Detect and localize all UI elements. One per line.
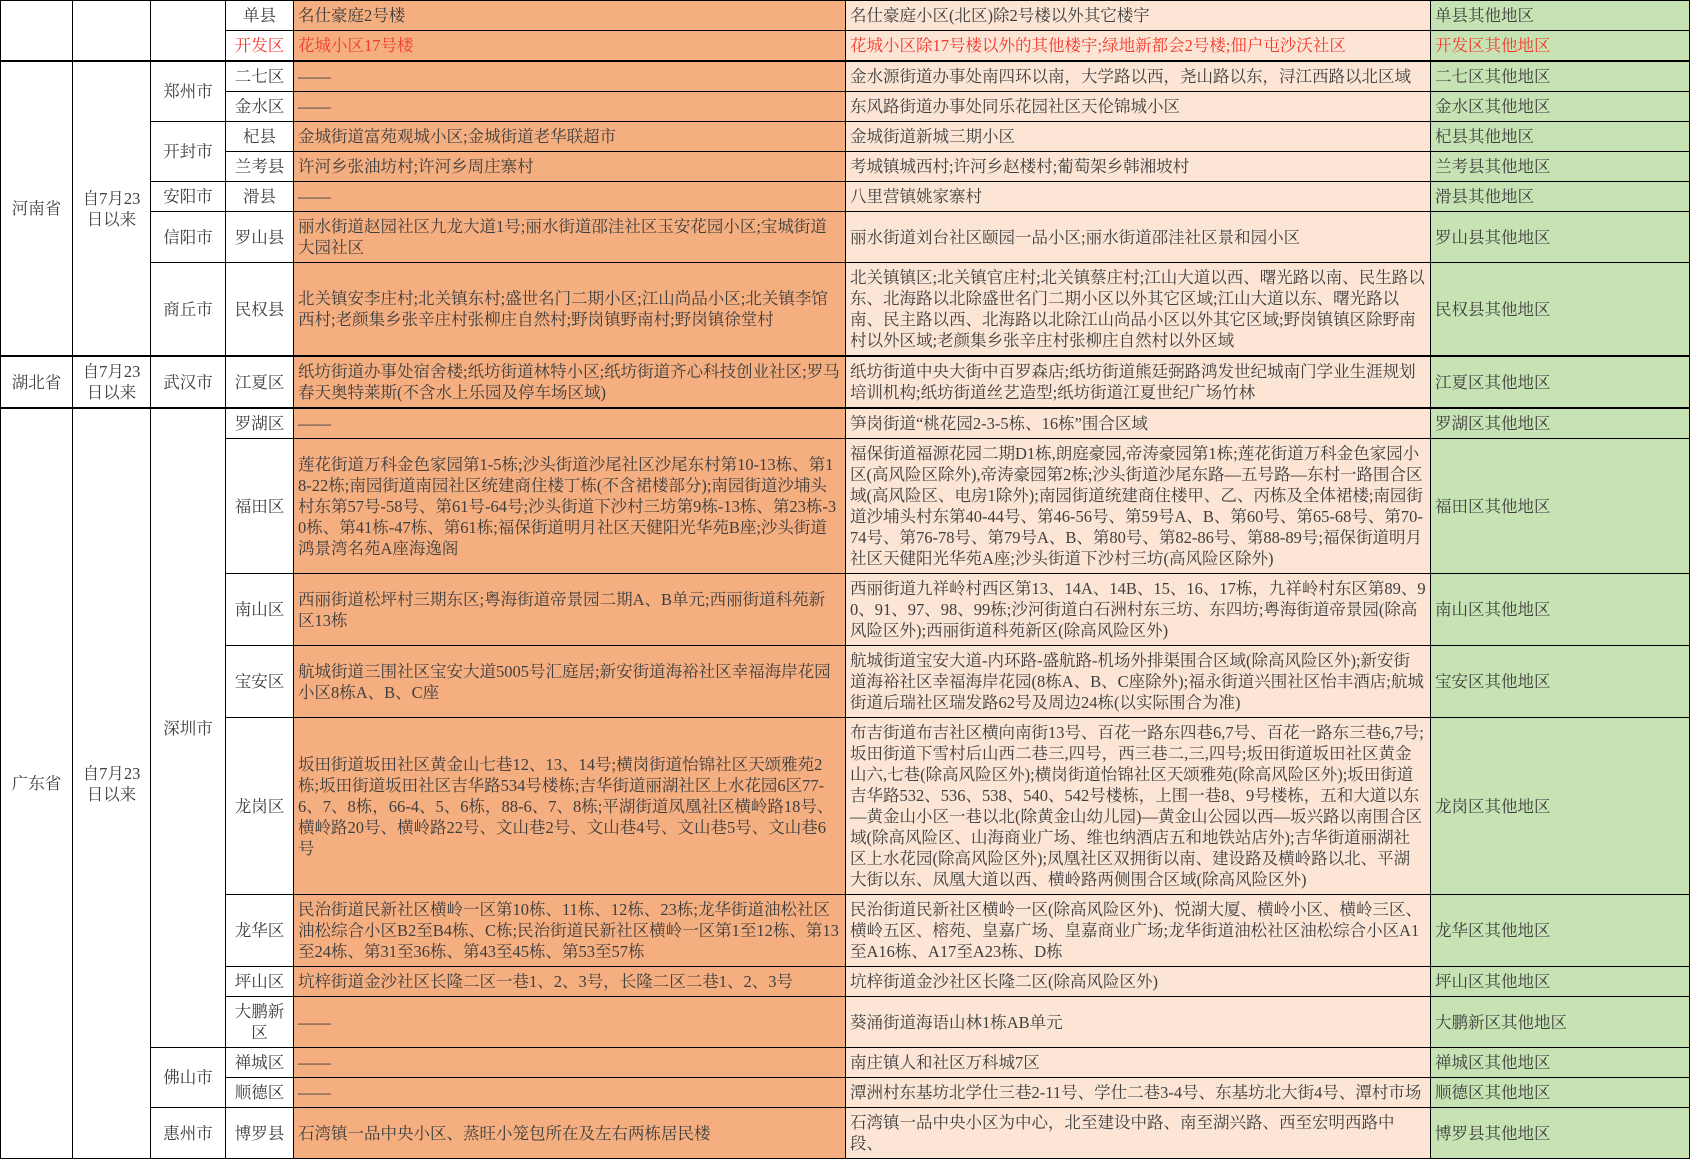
table-row [1,92,1690,122]
medium-risk-cell: 坑梓街道金沙社区长隆二区(除高风险区外) [846,967,1431,997]
other-area-cell: 兰考县其他地区 [1431,152,1690,182]
date-range-cell: 自7月23日以来 [73,356,151,408]
other-area-cell: 民权县其他地区 [1431,263,1690,357]
city-cell: 开封市 [151,122,226,182]
district-cell: 江夏区 [226,356,294,408]
high-risk-cell: 坂田街道坂田社区黄金山七巷12、13、14号;横岗街道怡锦社区天颂雅苑2栋;坂田街道坂田社区吉华路534号楼栋;吉华街道丽湖社区上水花园6区77-6、7、8栋，66-4、5、6栋，88-6、7、8栋;平湖街道凤凰社区横岭路18号、横岭路20号、横岭路22号、文山巷2号、文山巷4号、文山巷5号、文山巷6号 [294,718,846,895]
district-cell: 金水区 [226,92,294,122]
table-row [1,31,1690,62]
district-cell: 单县 [226,1,294,31]
high-risk-cell: 丽水街道赵园社区九龙大道1号;丽水街道邵洼社区玉安花园小区;宝城街道大园社区 [294,212,846,263]
medium-risk-cell: 丽水街道刘台社区颐园一品小区;丽水街道邵洼社区景和园小区 [846,212,1431,263]
table-row [1,122,1690,152]
medium-risk-cell: 东风路街道办事处同乐花园社区天伦锦城小区 [846,92,1431,122]
high-risk-cell: 花城小区17号楼 [294,31,846,62]
high-risk-cell: 坑梓街道金沙社区长隆二区一巷1、2、3号，长隆二区二巷1、2、3号 [294,967,846,997]
medium-risk-cell: 金城街道新城三期小区 [846,122,1431,152]
high-risk-cell: —— [294,61,846,92]
medium-risk-cell: 福保街道福源花园二期D1栋,朗庭豪园,帝涛豪园第1栋;莲花街道万科金色家园小区(高风险区除外),帝涛豪园第2栋;沙头街道沙尾东路—五号路—东村一路围合区域(高风险区、电房1除外);南园街道统建商住楼甲、乙、丙栋及全体裙楼;南园街道沙埔头村东第40-44号、第46-56号、第59号A、B、第60号、第65-68号、第70-74号、第76-78号、第79号A、B、第80号、第82-86号、第88-89号;福保街道明月社区天健阳光华苑A座;沙头街道下沙村三坊(高风险区除外) [846,439,1431,574]
table-row [1,1108,1690,1159]
high-risk-cell: —— [294,1048,846,1078]
district-cell: 二七区 [226,61,294,92]
other-area-cell: 单县其他地区 [1431,1,1690,31]
district-cell: 坪山区 [226,967,294,997]
table-row [1,997,1690,1048]
city-cell: 惠州市 [151,1108,226,1159]
other-area-cell: 博罗县其他地区 [1431,1108,1690,1159]
other-area-cell: 开发区其他地区 [1431,31,1690,62]
medium-risk-cell: 葵涌街道海语山林1栋AB单元 [846,997,1431,1048]
other-area-cell: 罗山县其他地区 [1431,212,1690,263]
table-row [1,1,1690,31]
high-risk-cell: —— [294,997,846,1048]
other-area-cell: 江夏区其他地区 [1431,356,1690,408]
high-risk-cell: 莲花街道万科金色家园第1-5栋;沙头街道沙尾社区沙尾东村第10-13栋、第18-22栋;南园街道南园社区统建商住楼丁栋(不含裙楼部分);南园街道沙埔头村东第57号-58号、第61号-64号;沙头街道下沙村三坊第9栋-13栋、第23栋-30栋、第41栋-47栋、第61栋;福保街道明月社区天健阳光华苑B座;沙头街道鸿景湾名苑A座海逸阁 [294,439,846,574]
other-area-cell: 罗湖区其他地区 [1431,408,1690,439]
medium-risk-cell: 北关镇镇区;北关镇官庄村;北关镇蔡庄村;江山大道以西、曙光路以南、民生路以东、北海路以北除盛世名门二期小区以外其它区域;江山大道以东、曙光路以南、民主路以西、北海路以北除江山尚品小区以外其它区域;野岗镇镇区除野南村以外区域;老颜集乡张辛庄村张柳庄自然村以外区域 [846,263,1431,357]
district-cell: 兰考县 [226,152,294,182]
district-cell: 南山区 [226,574,294,646]
table-row [1,212,1690,263]
date-range-cell: 自7月23日以来 [73,61,151,356]
district-cell: 杞县 [226,122,294,152]
medium-risk-cell: 纸坊街道中央大街中百罗森店;纸坊街道熊廷弼路鸿发世纪城南门学业生涯规划培训机构;纸坊街道丝艺造型;纸坊街道江夏世纪广场竹林 [846,356,1431,408]
high-risk-cell: 石湾镇一品中央小区、蒸旺小笼包所在及左右两栋居民楼 [294,1108,846,1159]
high-risk-cell: 航城街道三围社区宝安大道5005号汇庭居;新安街道海裕社区幸福海岸花园小区8栋A、B、C座 [294,646,846,718]
high-risk-cell: 名仕豪庭2号楼 [294,1,846,31]
other-area-cell: 顺德区其他地区 [1431,1078,1690,1108]
other-area-cell: 滑县其他地区 [1431,182,1690,212]
high-risk-cell: —— [294,182,846,212]
other-area-cell: 龙华区其他地区 [1431,895,1690,967]
table-row [1,61,1690,92]
city-cell: 信阳市 [151,212,226,263]
district-cell: 滑县 [226,182,294,212]
medium-risk-cell: 南庄镇人和社区万科城7区 [846,1048,1431,1078]
district-cell: 博罗县 [226,1108,294,1159]
other-area-cell: 杞县其他地区 [1431,122,1690,152]
city-cell-empty [151,1,226,62]
high-risk-cell: —— [294,92,846,122]
table-row [1,646,1690,718]
other-area-cell: 禅城区其他地区 [1431,1048,1690,1078]
high-risk-cell: 西丽街道松坪村三期东区;粤海街道帝景园二期A、B单元;西丽街道科苑新区13栋 [294,574,846,646]
province-cell: 河南省 [1,61,73,356]
city-cell: 武汉市 [151,356,226,408]
other-area-cell: 金水区其他地区 [1431,92,1690,122]
district-cell: 民权县 [226,263,294,357]
medium-risk-cell: 布吉街道布吉社区横向南街13号、百花一路东四巷6,7号、百花一路东三巷6,7号;坂田街道下雪村后山西二巷三,四号，西三巷二,三,四号;坂田街道坂田社区黄金山六,七巷(除高风险区外);横岗街道怡锦社区天颂雅苑(除高风险区外);坂田街道吉华路532、536、538、540、542号楼栋，上围一巷8、9号楼栋，五和大道以东—黄金山小区一巷以北(除黄金山幼儿园)—黄金山公园以西—坂兴路以南围合区域(除高风险区、山海商业广场、维也纳酒店五和地铁站店外);吉华街道丽湖社区上水花园(除高风险区外);凤凰社区双拥街以南、建设路及横岭路以北、平湖大街以东、凤凰大道以西、横岭路两侧围合区域(除高风险区外) [846,718,1431,895]
high-risk-cell: —— [294,1078,846,1108]
medium-risk-cell: 航城街道宝安大道-内环路-盛航路-机场外排渠围合区域(除高风险区外);新安街道海裕社区幸福海岸花园(8栋A、B、C座除外);福永街道兴围社区怡丰酒店;航城街道后瑞社区瑞发路62号及周边24栋(以实际围合为准) [846,646,1431,718]
other-area-cell: 龙岗区其他地区 [1431,718,1690,895]
other-area-cell: 宝安区其他地区 [1431,646,1690,718]
medium-risk-cell: 名仕豪庭小区(北区)除2号楼以外其它楼宇 [846,1,1431,31]
table-row [1,408,1690,439]
high-risk-cell: 北关镇安李庄村;北关镇东村;盛世名门二期小区;江山尚品小区;北关镇李馆西村;老颜集乡张辛庄村张柳庄自然村;野岗镇野南村;野岗镇徐堂村 [294,263,846,357]
district-cell: 罗湖区 [226,408,294,439]
table-row [1,439,1690,574]
high-risk-cell: 金城街道富苑观城小区;金城街道老华联超市 [294,122,846,152]
district-cell: 福田区 [226,439,294,574]
table-row [1,1048,1690,1078]
medium-risk-cell: 民治街道民新社区横岭一区(除高风险区外)、悦湖大厦、横岭小区、横岭三区、横岭五区、榕苑、皇嘉广场、皇嘉商业广场;龙华街道油松社区油松综合小区A1至A16栋、A17至A23栋、D栋 [846,895,1431,967]
city-cell: 商丘市 [151,263,226,357]
table-row [1,967,1690,997]
province-cell: 湖北省 [1,356,73,408]
high-risk-cell: 纸坊街道办事处宿舍楼;纸坊街道林特小区;纸坊街道齐心科技创业社区;罗马春天奥特莱斯(不含水上乐园及停车场区域) [294,356,846,408]
table-row [1,182,1690,212]
province-cell: 广东省 [1,408,73,1159]
date-cell-empty [73,1,151,62]
high-risk-cell: 民治街道民新社区横岭一区第10栋、11栋、12栋、23栋;龙华街道油松社区油松综合小区B2至B4栋、C栋;民治街道民新社区横岭一区第1至12栋、第13至24栋、第31至36栋、第43至45栋、第53至57栋 [294,895,846,967]
other-area-cell: 福田区其他地区 [1431,439,1690,574]
city-cell: 郑州市 [151,61,226,122]
high-risk-cell: —— [294,408,846,439]
medium-risk-cell: 石湾镇一品中央小区为中心，北至建设中路、南至湖兴路、西至宏明西路中段、 [846,1108,1431,1159]
table-row [1,263,1690,357]
other-area-cell: 坪山区其他地区 [1431,967,1690,997]
district-cell: 顺德区 [226,1078,294,1108]
other-area-cell: 二七区其他地区 [1431,61,1690,92]
medium-risk-cell: 潭洲村东基坊北学仕三巷2-11号、学仕二巷3-4号、东基坊北大街4号、潭村市场 [846,1078,1431,1108]
district-cell: 开发区 [226,31,294,62]
district-cell: 大鹏新区 [226,997,294,1048]
district-cell: 禅城区 [226,1048,294,1078]
medium-risk-cell: 西丽街道九祥岭村西区第13、14A、14B、15、16、17栋，九祥岭村东区第89、90、91、97、98、99栋;沙河街道白石洲村东三坊、东四坊;粤海街道帝景园(除高风险区外);西丽街道科苑新区(除高风险区外) [846,574,1431,646]
other-area-cell: 大鹏新区其他地区 [1431,997,1690,1048]
table-row [1,718,1690,895]
table-row [1,152,1690,182]
date-range-cell: 自7月23日以来 [73,408,151,1159]
medium-risk-cell: 八里营镇姚家寨村 [846,182,1431,212]
table-row [1,574,1690,646]
table-row [1,895,1690,967]
district-cell: 宝安区 [226,646,294,718]
high-risk-cell: 许河乡张油坊村;许河乡周庄寨村 [294,152,846,182]
district-cell: 龙华区 [226,895,294,967]
table-row [1,1078,1690,1108]
medium-risk-cell: 考城镇城西村;许河乡赵楼村;葡萄架乡韩湘坡村 [846,152,1431,182]
province-cell-empty [1,1,73,62]
city-cell: 深圳市 [151,408,226,1048]
table-row [1,356,1690,408]
medium-risk-cell: 笋岗街道“桃花园2-3-5栋、16栋”围合区域 [846,408,1431,439]
medium-risk-cell: 花城小区除17号楼以外的其他楼宇;绿地新都会2号楼;佃户屯沙沃社区 [846,31,1431,62]
city-cell: 佛山市 [151,1048,226,1108]
district-cell: 龙岗区 [226,718,294,895]
city-cell: 安阳市 [151,182,226,212]
district-cell: 罗山县 [226,212,294,263]
medium-risk-cell: 金水源街道办事处南四环以南，大学路以西，尧山路以东，浔江西路以北区域 [846,61,1431,92]
other-area-cell: 南山区其他地区 [1431,574,1690,646]
